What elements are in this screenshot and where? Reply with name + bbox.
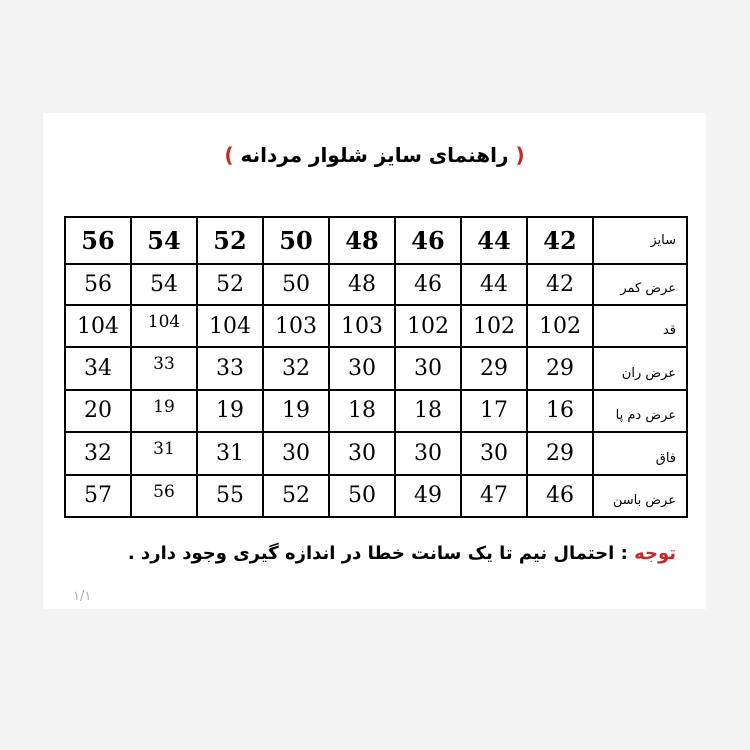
page-indicator: ۱/۱: [73, 589, 92, 604]
note-text: احتمال نیم تا یک سانت خطا در اندازه گیری وجود دارد .: [127, 543, 615, 564]
value-cell: 30: [461, 432, 527, 474]
value-cell: 30: [329, 347, 395, 389]
size-cell: 50: [263, 217, 329, 264]
size-cell: 56: [65, 217, 131, 264]
note-key: توجه: [634, 543, 676, 564]
table-row-thigh: [65, 347, 687, 389]
value-cell: 102: [395, 305, 461, 347]
value-cell: 55: [197, 475, 263, 517]
row-label: عرض کمر: [593, 264, 687, 305]
value-cell: 104: [65, 305, 131, 347]
value-cell: 18: [395, 390, 461, 432]
size-table: [64, 216, 688, 518]
size-cell: 46: [395, 217, 461, 264]
size-cell: 52: [197, 217, 263, 264]
value-cell: 104: [197, 305, 263, 347]
value-cell: 50: [329, 475, 395, 517]
row-label: فاق: [593, 432, 687, 474]
value-cell: 34: [65, 347, 131, 389]
row-label: عرض ران: [593, 347, 687, 389]
value-cell: 30: [395, 347, 461, 389]
row-label: سایز: [593, 217, 687, 264]
title-text: راهنمای سایز شلوار مردانه: [233, 143, 516, 167]
measurement-note: [128, 543, 676, 564]
value-cell: 29: [461, 347, 527, 389]
value-cell: 102: [461, 305, 527, 347]
value-cell: 54: [131, 264, 197, 305]
value-cell: 19: [263, 390, 329, 432]
value-cell: 31: [197, 432, 263, 474]
document-title: [43, 143, 706, 167]
value-cell: 44: [461, 264, 527, 305]
value-cell: 19: [131, 390, 197, 432]
value-cell: 102: [527, 305, 593, 347]
size-cell: 54: [131, 217, 197, 264]
value-cell: 103: [263, 305, 329, 347]
table-row-length: [65, 305, 687, 347]
value-cell: 104: [131, 305, 197, 347]
value-cell: 50: [263, 264, 329, 305]
table-row-size: [65, 217, 687, 264]
value-cell: 30: [329, 432, 395, 474]
value-cell: 46: [395, 264, 461, 305]
value-cell: 33: [131, 347, 197, 389]
size-cell: 44: [461, 217, 527, 264]
value-cell: 17: [461, 390, 527, 432]
note-separator: :: [614, 543, 635, 564]
value-cell: 57: [65, 475, 131, 517]
title-close-paren: ): [224, 143, 234, 167]
value-cell: 33: [197, 347, 263, 389]
value-cell: 18: [329, 390, 395, 432]
value-cell: 30: [263, 432, 329, 474]
table-row-hip: [65, 475, 687, 517]
value-cell: 32: [65, 432, 131, 474]
table-row-rise: [65, 432, 687, 474]
value-cell: 29: [527, 347, 593, 389]
value-cell: 42: [527, 264, 593, 305]
value-cell: 48: [329, 264, 395, 305]
value-cell: 31: [131, 432, 197, 474]
table-row-hem: [65, 390, 687, 432]
title-open-paren: (: [515, 143, 525, 167]
value-cell: 52: [197, 264, 263, 305]
value-cell: 103: [329, 305, 395, 347]
value-cell: 20: [65, 390, 131, 432]
row-label: عرض دم پا: [593, 390, 687, 432]
row-label: قد: [593, 305, 687, 347]
value-cell: 30: [395, 432, 461, 474]
document-page: [43, 113, 706, 609]
value-cell: 56: [131, 475, 197, 517]
value-cell: 19: [197, 390, 263, 432]
value-cell: 47: [461, 475, 527, 517]
size-cell: 42: [527, 217, 593, 264]
value-cell: 56: [65, 264, 131, 305]
row-label: عرض باسن: [593, 475, 687, 517]
value-cell: 32: [263, 347, 329, 389]
table-row-waist: [65, 264, 687, 305]
value-cell: 29: [527, 432, 593, 474]
value-cell: 16: [527, 390, 593, 432]
value-cell: 46: [527, 475, 593, 517]
value-cell: 49: [395, 475, 461, 517]
size-cell: 48: [329, 217, 395, 264]
value-cell: 52: [263, 475, 329, 517]
